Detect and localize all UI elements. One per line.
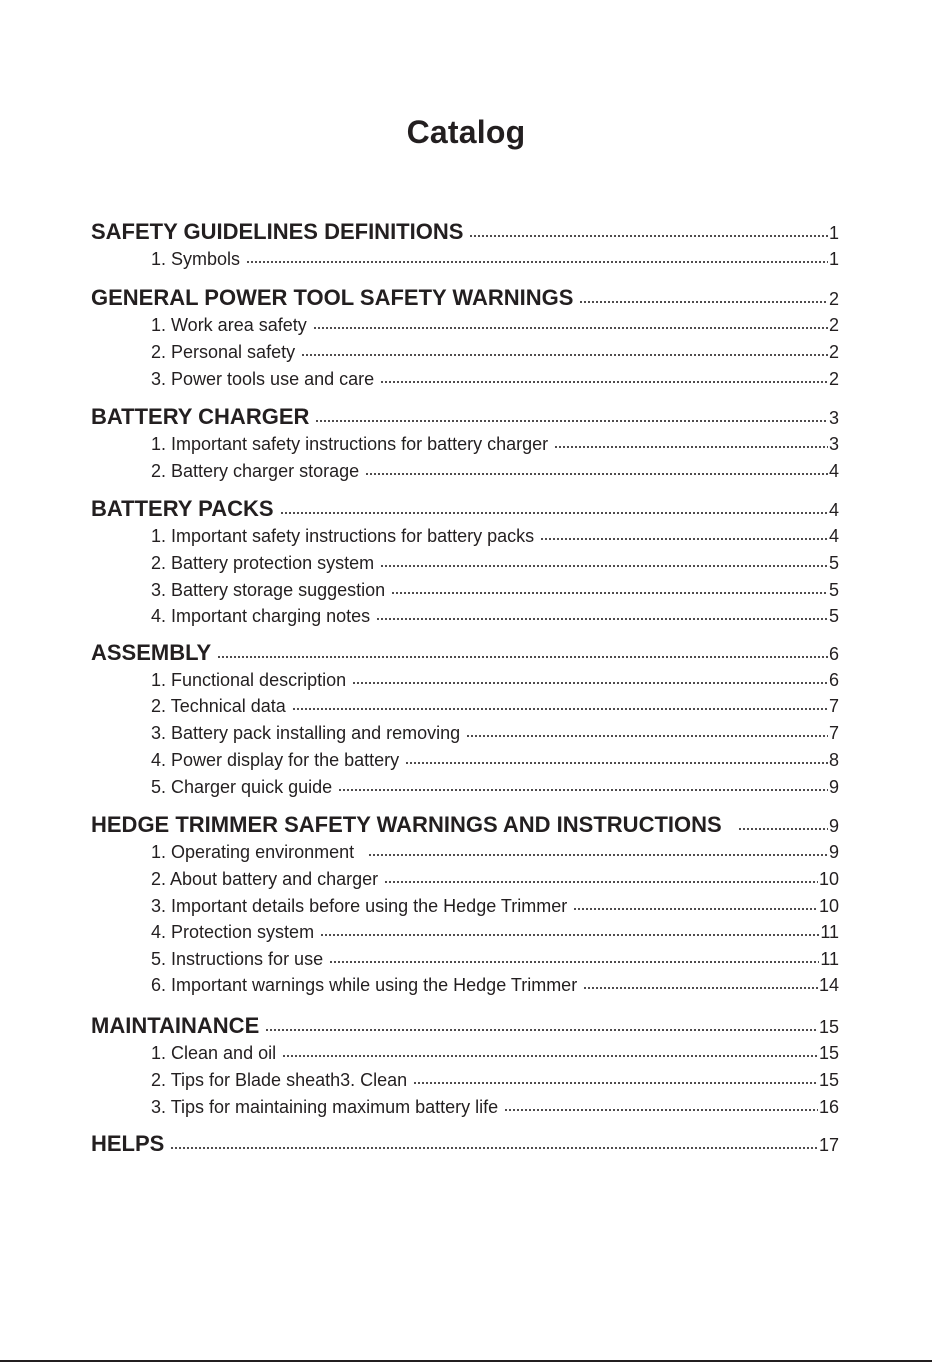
- dot-leader: [246, 260, 828, 264]
- toc-section-assembly[interactable]: [91, 638, 839, 668]
- toc-item-label: 5. Instructions for use: [151, 949, 324, 969]
- toc-page-number: 3: [828, 434, 839, 454]
- toc-page-number: 3: [828, 408, 839, 428]
- toc-page-number: 10: [818, 896, 839, 916]
- dot-leader: [738, 827, 828, 831]
- toc-page-number: 9: [828, 842, 839, 862]
- toc-item-label: 1. Important safety instructions for battery charger: [151, 434, 549, 454]
- toc-item-label: 1. Functional description: [151, 670, 347, 690]
- toc-item-label: 2. Technical data: [151, 696, 286, 716]
- toc-item[interactable]: [151, 1068, 839, 1092]
- toc-item-label: 4. Power display for the battery: [151, 750, 400, 770]
- toc-item[interactable]: [151, 973, 839, 997]
- dot-leader: [573, 907, 818, 911]
- dot-leader: [504, 1108, 818, 1112]
- toc-item-label: 3. Battery pack installing and removing: [151, 723, 461, 743]
- toc-page-number: 9: [828, 777, 839, 797]
- toc-item-label: 2. Battery protection system: [151, 553, 375, 573]
- toc-item[interactable]: [151, 313, 839, 337]
- toc-item[interactable]: [151, 578, 839, 602]
- toc-section-battery-charger[interactable]: [91, 402, 839, 432]
- toc-item-label: 2. Personal safety: [151, 342, 296, 362]
- toc-page-number: 1: [828, 223, 839, 243]
- toc-section-maintainance[interactable]: [91, 1011, 839, 1041]
- dot-leader: [282, 1054, 818, 1058]
- dot-leader: [280, 511, 828, 515]
- toc-item-label: 2. About battery and charger: [151, 869, 379, 889]
- toc-section-safety-guidelines[interactable]: [91, 217, 839, 247]
- toc-item[interactable]: [151, 920, 839, 944]
- toc-item[interactable]: [151, 1095, 839, 1119]
- toc-section-label: HELPS: [91, 1131, 165, 1156]
- toc-page-number: 2: [828, 369, 839, 389]
- toc-page-number: 15: [818, 1043, 839, 1063]
- toc-page-number: 9: [828, 816, 839, 836]
- toc-item[interactable]: [151, 247, 839, 271]
- toc-item[interactable]: [151, 340, 839, 364]
- toc-item[interactable]: [151, 668, 839, 692]
- dot-leader: [313, 326, 828, 330]
- toc-item[interactable]: [151, 551, 839, 575]
- toc-page-number: 8: [828, 750, 839, 770]
- dot-leader: [380, 380, 828, 384]
- toc-page-number: 15: [818, 1070, 839, 1090]
- toc-item[interactable]: [151, 367, 839, 391]
- dot-leader: [405, 761, 828, 765]
- toc-item-label: 6. Important warnings while using the Hedge Trimmer: [151, 975, 578, 995]
- toc-item[interactable]: [151, 432, 839, 456]
- toc-item-label: 1. Work area safety: [151, 315, 307, 335]
- toc-item[interactable]: [151, 694, 839, 718]
- toc-page-number: 10: [818, 869, 839, 889]
- dot-leader: [365, 472, 828, 476]
- toc-section-helps[interactable]: [91, 1129, 839, 1159]
- toc-page-number: 11: [820, 922, 839, 942]
- dot-leader: [384, 880, 818, 884]
- dot-leader: [554, 445, 828, 449]
- toc-page-number: 15: [818, 1017, 839, 1037]
- toc-item[interactable]: [151, 459, 839, 483]
- toc-section-label: GENERAL POWER TOOL SAFETY WARNINGS: [91, 285, 574, 310]
- toc-page-number: 6: [828, 644, 839, 664]
- toc-page-number: 17: [818, 1135, 839, 1155]
- toc-page-number: 5: [828, 553, 839, 573]
- dot-leader: [540, 537, 828, 541]
- toc-page-number: 1: [828, 249, 839, 269]
- toc-page-number: 7: [828, 696, 839, 716]
- toc-section-label: HEDGE TRIMMER SAFETY WARNINGS AND INSTRUCTIONS: [91, 812, 722, 837]
- toc-item[interactable]: [151, 721, 839, 745]
- toc-item-label: 1. Important safety instructions for battery packs: [151, 526, 535, 546]
- toc-item[interactable]: [151, 1041, 839, 1065]
- toc-page-number: 4: [828, 461, 839, 481]
- toc-section-battery-packs[interactable]: [91, 494, 839, 524]
- dot-leader: [391, 591, 828, 595]
- page-title: Catalog: [406, 114, 526, 150]
- toc-page-number: 7: [828, 723, 839, 743]
- toc-item-label: 4. Protection system: [151, 922, 315, 942]
- toc-section-general-power-tool[interactable]: [91, 283, 839, 313]
- toc-item-label: 2. Tips for Blade sheath3. Clean: [151, 1070, 408, 1090]
- toc-page-number: 2: [828, 342, 839, 362]
- toc-page-number: 4: [828, 526, 839, 546]
- toc-item-label: 1. Symbols: [151, 249, 241, 269]
- toc-page-number: 2: [828, 315, 839, 335]
- toc-item[interactable]: [151, 947, 839, 971]
- toc-item[interactable]: [151, 524, 839, 548]
- toc-section-label: MAINTAINANCE: [91, 1013, 260, 1038]
- toc-section-label: SAFETY GUIDELINES DEFINITIONS: [91, 219, 464, 244]
- dot-leader: [320, 933, 819, 937]
- dot-leader: [301, 353, 828, 357]
- dot-leader: [368, 853, 828, 857]
- dot-leader: [380, 564, 828, 568]
- toc-item-label: 2. Battery charger storage: [151, 461, 360, 481]
- toc-item[interactable]: [151, 604, 839, 628]
- toc-item-label: 1. Operating environment: [151, 842, 355, 862]
- dot-leader: [413, 1081, 818, 1085]
- toc-section-label: BATTERY PACKS: [91, 496, 274, 521]
- dot-leader: [292, 707, 828, 711]
- toc-page-number: 2: [828, 289, 839, 309]
- toc-page-number: 11: [820, 949, 839, 969]
- toc-page-number: 14: [818, 975, 839, 995]
- toc-page-number: 6: [828, 670, 839, 690]
- dot-leader: [466, 734, 828, 738]
- dot-leader: [579, 300, 828, 304]
- toc-item-label: 4. Important charging notes: [151, 606, 371, 626]
- toc-item[interactable]: [151, 894, 839, 918]
- toc-item-label: 3. Power tools use and care: [151, 369, 375, 389]
- toc-page-number: 5: [828, 580, 839, 600]
- toc-item-label: 3. Tips for maintaining maximum battery life: [151, 1097, 499, 1117]
- toc-item[interactable]: [151, 867, 839, 891]
- toc-item-label: 3. Battery storage suggestion: [151, 580, 386, 600]
- dot-leader: [217, 655, 828, 659]
- dot-leader: [469, 234, 828, 238]
- dot-leader: [583, 986, 818, 990]
- toc-item[interactable]: [151, 840, 839, 864]
- toc-item[interactable]: [151, 775, 839, 799]
- dot-leader: [315, 419, 828, 423]
- dot-leader: [329, 960, 819, 964]
- dot-leader: [352, 681, 828, 685]
- toc-page-number: 5: [828, 606, 839, 626]
- toc-page-number: 16: [818, 1097, 839, 1117]
- dot-leader: [376, 617, 828, 621]
- toc-page-number: 4: [828, 500, 839, 520]
- dot-leader: [170, 1146, 818, 1150]
- toc-item-label: 1. Clean and oil: [151, 1043, 277, 1063]
- dot-leader: [265, 1028, 818, 1032]
- toc-section-label: ASSEMBLY: [91, 640, 212, 665]
- toc-section-hedge-trimmer[interactable]: [91, 810, 839, 840]
- toc-item-label: 5. Charger quick guide: [151, 777, 333, 797]
- toc-section-label: BATTERY CHARGER: [91, 404, 310, 429]
- toc-item-label: 3. Important details before using the Hedge Trimmer: [151, 896, 568, 916]
- toc-item[interactable]: [151, 748, 839, 772]
- dot-leader: [338, 788, 828, 792]
